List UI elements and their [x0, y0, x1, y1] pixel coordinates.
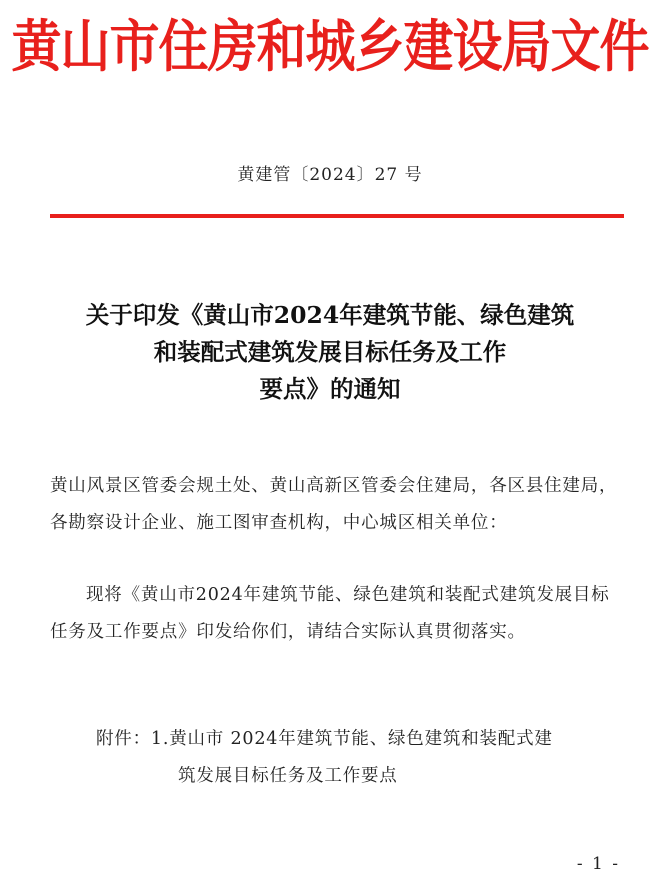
- issuer-header: 黄山市住房和城乡建设局文件: [11, 14, 649, 80]
- document-title: [40, 297, 620, 408]
- page-number: - 1 -: [576, 854, 620, 874]
- title-line-3: 要点》的通知: [259, 375, 401, 403]
- red-divider-line: [50, 214, 624, 218]
- title-line-2: 和装配式建筑发展目标任务及工作: [153, 338, 507, 366]
- title-line-1: 关于印发《黄山市2024年建筑节能、绿色建筑: [85, 301, 575, 329]
- attachment-section: [96, 721, 616, 795]
- document-number: 黄建管〔2024〕27 号: [237, 165, 423, 185]
- recipients-paragraph: 黄山风景区管委会规土处、黄山高新区管委会住建局，各区县住建局，各勘察设计企业、施工图审查机构，中心城区相关单位：: [50, 476, 618, 533]
- main-paragraph: 现将《黄山市2024年建筑节能、绿色建筑和装配式建筑发展目标任务及工作要点》印发给你们，请结合实际认真贯彻落实。: [50, 585, 610, 642]
- attachment-line-1: 附件：1.黄山市 2024年建筑节能、绿色建筑和装配式建: [96, 729, 553, 749]
- attachment-line-2: 筑发展目标任务及工作要点: [178, 766, 398, 786]
